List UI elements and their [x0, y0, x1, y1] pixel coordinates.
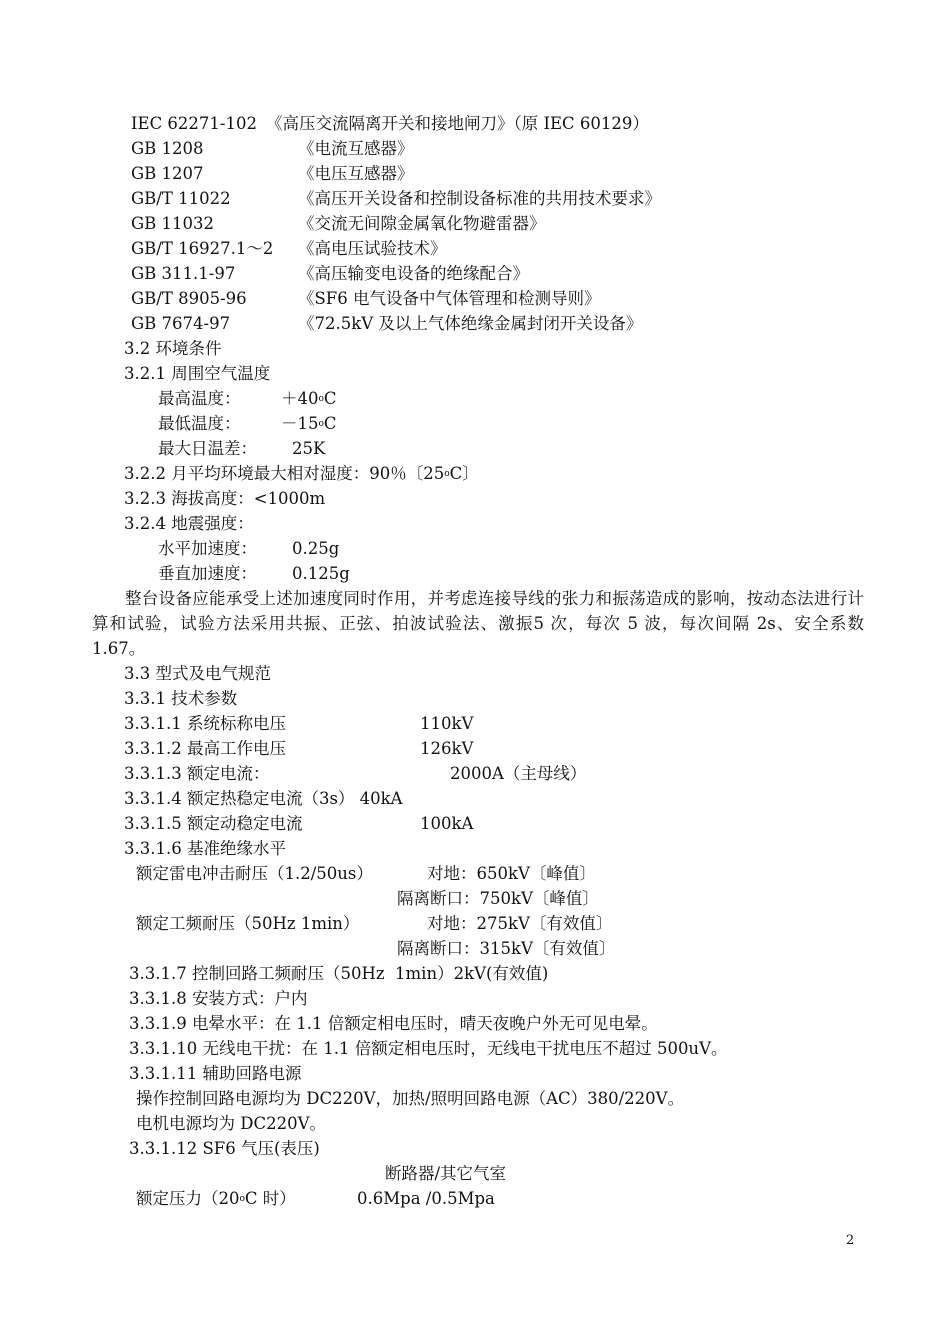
altitude-line: 3.2.3 海拔高度：<1000m: [124, 489, 326, 508]
param-label: 3.3.1.6 基准绝缘水平: [124, 839, 286, 858]
standard-code: IEC 62271-102: [131, 114, 257, 133]
v-accel-label: 垂直加速度：: [158, 564, 257, 583]
h-accel-value: 0.25g: [292, 539, 340, 558]
standard-code: GB 1207: [131, 164, 204, 183]
max-temp-label: 最高温度：: [158, 389, 241, 408]
standard-code: GB 1208: [131, 139, 204, 158]
section-heading: 3.2 环境条件: [124, 339, 222, 358]
h-accel-label: 水平加速度：: [158, 539, 257, 558]
param-line: 操作控制回路电源均为 DC220V，加热/照明回路电源（AC）380/220V。: [136, 1089, 685, 1108]
rated-pressure-label: 额定压力（20$^o$C 时）: [136, 1189, 296, 1208]
max-temp-value: $+40^oC$: [281, 389, 337, 408]
gas-column-header: 断路器/其它气室: [385, 1164, 507, 1183]
standard-title: 《72.5kV 及以上气体绝缘金属封闭开关设备》: [298, 314, 643, 333]
seismic-heading: 3.2.4 地震强度：: [124, 514, 254, 533]
min-temp-label: 最低温度：: [158, 414, 241, 433]
standard-title: 《电流互感器》: [298, 139, 414, 158]
page-number: 2: [846, 1233, 855, 1248]
subsection-heading: 3.3.1 技术参数: [124, 689, 238, 708]
param-line: 3.3.1.9 电晕水平：在 1.1 倍额定相电压时，晴天夜晚户外无可见电晕。: [129, 1014, 658, 1033]
param-line: 电机电源均为 DC220V。: [136, 1114, 327, 1133]
param-line: 3.3.1.8 安装方式：户内: [129, 989, 308, 1008]
standard-code: GB/T 16927.1～2: [131, 239, 274, 258]
standard-title: 《SF6 电气设备中气体管理和检测导则》: [298, 289, 601, 308]
param-label: 3.3.1.5 额定动稳定电流: [124, 814, 303, 833]
rated-pressure-value: 0.6Mpa /0.5Mpa: [357, 1189, 495, 1208]
subsection-heading: 3.2.1 周围空气温度: [124, 364, 271, 383]
param-label: 3.3.1.1 系统标称电压: [124, 714, 286, 733]
param-line: 3.3.1.12 SF6 气压(表压): [129, 1139, 320, 1158]
param-value: 2000A（主母线）: [450, 764, 587, 783]
param-line: 3.3.1.7 控制回路工频耐压（50Hz 1min）2kV(有效值): [129, 964, 549, 983]
power-freq-ground: 对地：275kV〔有效值〕: [427, 914, 613, 933]
standard-code: GB/T 8905-96: [131, 289, 247, 308]
standard-title: 《电压互感器》: [298, 164, 414, 183]
standard-title: 《交流无间隙金属氧化物避雷器》: [298, 214, 546, 233]
standard-title: 《高压输变电设备的绝缘配合》: [298, 264, 529, 283]
lightning-label: 额定雷电冲击耐压（1.2/50us）: [136, 864, 373, 883]
param-line: 3.3.1.10 无线电干扰：在 1.1 倍额定相电压时，无线电干扰电压不超过 500uV。: [129, 1039, 728, 1058]
lightning-isolation: 隔离断口：750kV〔峰值〕: [397, 889, 599, 908]
param-line: 3.3.1.11 辅助回路电源: [129, 1064, 302, 1083]
standard-title: 《高压开关设备和控制设备标准的共用技术要求》: [298, 189, 661, 208]
standard-code: GB 7674-97: [131, 314, 231, 333]
standard-title: 《高压交流隔离开关和接地闸刀》（原 IEC 60129）: [266, 114, 649, 133]
param-value: 110kV: [420, 714, 474, 733]
param-value: 100kA: [420, 814, 474, 833]
param-label: 3.3.1.2 最高工作电压: [124, 739, 286, 758]
section-heading: 3.3 型式及电气规范: [124, 664, 271, 683]
power-freq-label: 额定工频耐压（50Hz 1min）: [136, 914, 360, 933]
param-label: 3.3.1.3 额定电流：: [124, 764, 270, 783]
seismic-paragraph: 整台设备应能承受上述加速度同时作用，并考虑连接导线的张力和振荡造成的影响，按动态法进行计算和试验，试验方法采用共振、正弦、拍波试验法、激振5 次，每次 5 波，每次间隔 2s、安全系数 1.67。: [92, 589, 864, 658]
min-temp-value: $-15^oC$: [281, 414, 337, 433]
param-value: 126kV: [420, 739, 474, 758]
daily-temp-diff-value: 25K: [292, 439, 326, 458]
lightning-ground: 对地：650kV〔峰值〕: [427, 864, 596, 883]
standard-code: GB 11032: [131, 214, 215, 233]
standard-code: GB 311.1-97: [131, 264, 236, 283]
v-accel-value: 0.125g: [292, 564, 350, 583]
humidity-line: 3.2.2 月平均环境最大相对湿度：90％〔25$^o$C〕: [124, 464, 479, 483]
param-label: 3.3.1.4 额定热稳定电流（3s） 40kA: [124, 789, 403, 808]
daily-temp-diff-label: 最大日温差：: [158, 439, 257, 458]
standard-title: 《高电压试验技术》: [298, 239, 447, 258]
power-freq-isolation: 隔离断口：315kV〔有效值〕: [397, 939, 616, 958]
standard-code: GB/T 11022: [131, 189, 231, 208]
